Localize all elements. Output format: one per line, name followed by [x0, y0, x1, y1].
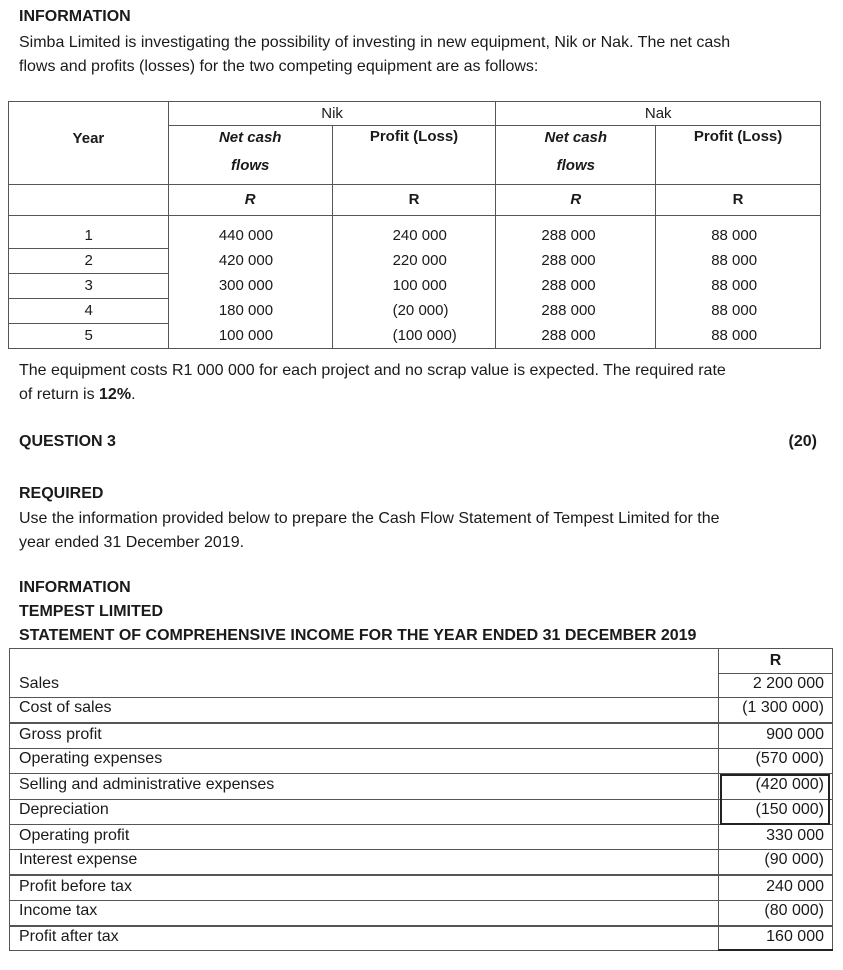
income-row-sales: Sales 2 200 000 [9, 673, 833, 698]
income-row-profit-after-tax: Profit after tax 160 000 [19, 928, 824, 945]
income-row-operating-expenses: Operating expenses (570 000) [9, 749, 833, 774]
year-header: Year [9, 126, 169, 185]
nik-ncf-currency: R [168, 184, 332, 215]
income-row-interest: Interest expense (90 000) [9, 850, 833, 876]
nak-pl-currency: R [656, 184, 821, 215]
required-heading: REQUIRED [19, 485, 104, 502]
table-row: 3 300 000 100 000 288 000 88 000 [9, 273, 821, 298]
required-rate: 12% [99, 386, 132, 403]
intro-line-2: flows and profits (losses) for the two competing equipment are as follows: [19, 58, 539, 75]
table-row: 4 180 000 (20 000) 288 000 88 000 [9, 298, 821, 323]
nik-net-cash-header: Net cash flows [168, 126, 332, 185]
income-row-income-tax: Income tax (80 000) [9, 901, 833, 927]
income-row-depreciation: Depreciation (150 000) [9, 800, 833, 825]
nak-profit-header: Profit (Loss) [656, 126, 821, 185]
table-row: 2 420 000 220 000 288 000 88 000 [9, 248, 821, 273]
nik-nak-table [8, 101, 821, 349]
nak-net-cash-header: Net cash flows [496, 126, 656, 185]
year-currency-blank [9, 184, 169, 215]
year-header-top [9, 102, 169, 126]
income-row-gross-profit: Gross profit 900 000 [9, 724, 833, 749]
income-statement-table [9, 648, 833, 951]
table-row: 5 100 000 (100 000) 288 000 88 000 [9, 323, 821, 348]
nak-ncf-currency: R [496, 184, 656, 215]
statement-title: STATEMENT OF COMPREHENSIVE INCOME FOR THE YEAR ENDED 31 DECEMBER 2019 [19, 627, 697, 644]
question-marks: (20) [788, 433, 817, 450]
cost-line-2: of return is 12%. [19, 386, 136, 403]
info-heading: INFORMATION [19, 8, 131, 25]
intro-line-1: Simba Limited is investigating the possibility of investing in new equipment, Nik or Nak. The net cash [19, 34, 731, 51]
total-double-underline [718, 949, 833, 951]
nik-group-header: Nik [168, 102, 496, 126]
nik-pl-currency: R [332, 184, 496, 215]
info-heading-2: INFORMATION [19, 579, 131, 596]
nik-profit-header: Profit (Loss) [332, 126, 496, 185]
expenses-box [720, 774, 830, 825]
income-row-cost-of-sales: Cost of sales (1 300 000) [9, 698, 833, 724]
income-row-profit-before-tax: Profit before tax 240 000 [9, 876, 833, 901]
question-label: QUESTION 3 [19, 433, 116, 450]
income-row-selling-admin: Selling and administrative expenses (420 000) [9, 774, 833, 800]
company-name: TEMPEST LIMITED [19, 603, 163, 620]
table-row: 1 440 000 240 000 288 000 88 000 [9, 215, 821, 248]
required-line-2: year ended 31 December 2019. [19, 534, 245, 551]
income-currency: R [718, 648, 833, 674]
cost-line-1: The equipment costs R1 000 000 for each project and no scrap value is expected. The required rate [19, 362, 726, 379]
income-row-operating-profit: Operating profit 330 000 [9, 825, 833, 850]
required-line-1: Use the information provided below to prepare the Cash Flow Statement of Tempest Limited for the [19, 510, 720, 527]
nak-group-header: Nak [496, 102, 821, 126]
